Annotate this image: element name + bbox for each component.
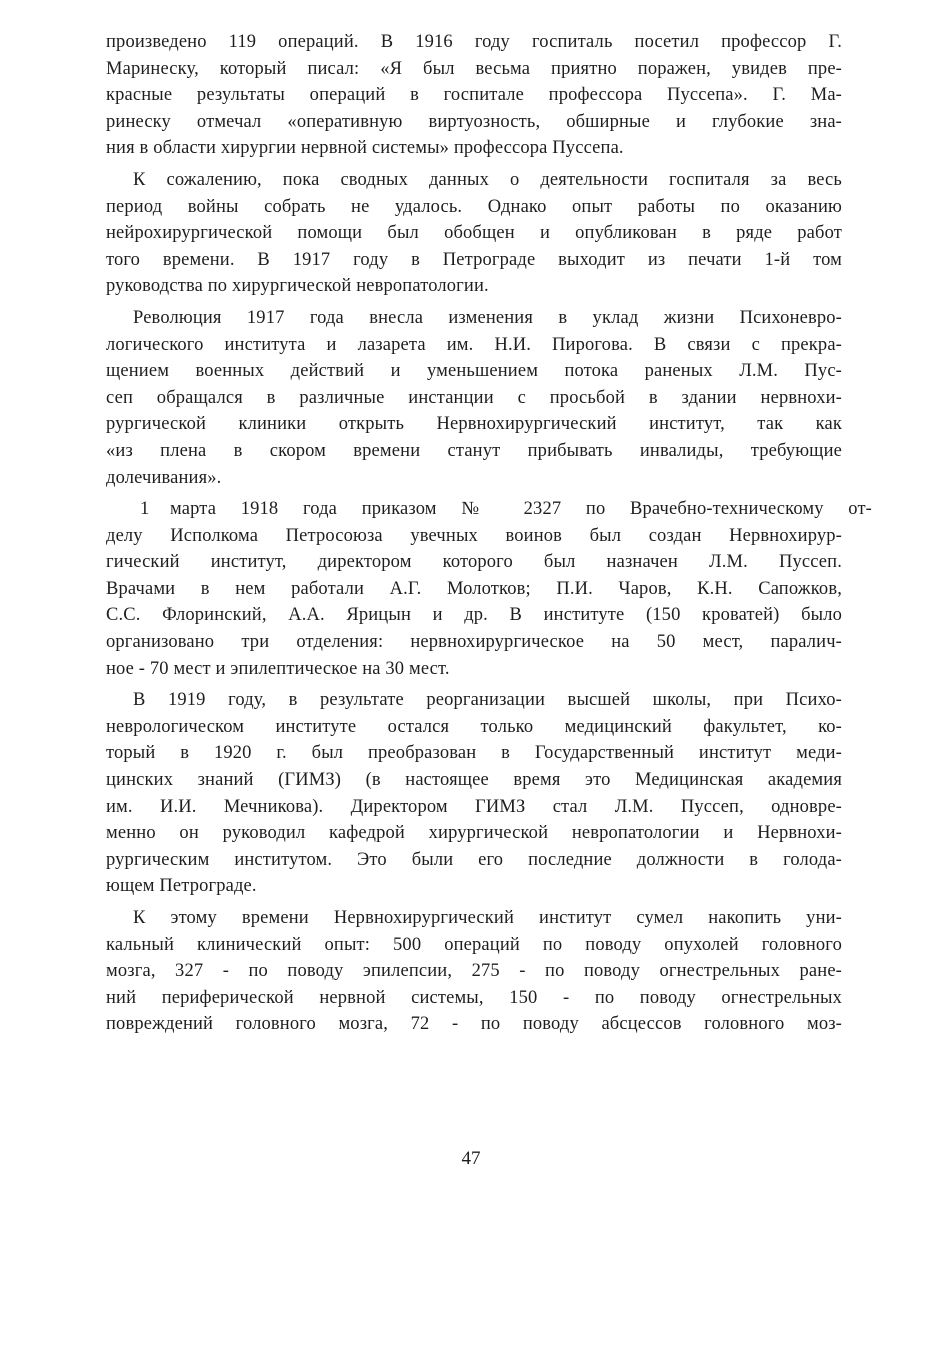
text-line: ния в области хирургии нервной системы» профессора Пуссепа. [106, 138, 624, 159]
text-line: ринеску отмечал «оперативную виртуозность, обширные и глубокие зна- [106, 111, 842, 132]
text-line: рургическим институтом. Это были его последние должности в голода- [106, 849, 842, 870]
text-line-rest: марта 1918 года приказом № 2327 по Врачебно-техническому от- [170, 499, 872, 520]
text-line: С.С. Флоринский, А.А. Ярицын и др. В институте (150 кроватей) было [106, 605, 842, 626]
list-number: 1 [140, 499, 150, 520]
text-line: логического института и лазарета им. Н.И. Пирогова. В связи с прекра- [106, 334, 842, 355]
text-line: неврологическом институте остался только медицинский факультет, ко- [106, 716, 842, 737]
text-line: ющем Петрограде. [106, 876, 257, 897]
text-line: торый в 1920 г. был преобразован в Государственный институт меди- [106, 743, 842, 764]
paragraph-4 [106, 496, 872, 682]
text-line: повреждений головного мозга, 72 - по поводу абсцессов головного моз- [106, 1014, 842, 1035]
body-text [106, 29, 872, 1043]
text-line: гический институт, директором которого был назначен Л.М. Пуссеп. [106, 552, 842, 573]
paragraph-1 [106, 29, 842, 162]
text-line: Врачами в нем работали А.Г. Молотков; П.И. Чаров, К.Н. Сапожков, [106, 578, 842, 599]
text-line: ное - 70 мест и эпилептическое на 30 мест. [106, 658, 450, 679]
text-line [106, 496, 872, 523]
text-line: рургической клиники открыть Нервнохирургический институт, так как [106, 414, 842, 435]
paragraph-2 [106, 167, 842, 300]
text-line: В 1919 году, в результате реорганизации высшей школы, при Психо- [133, 690, 842, 711]
text-line: того времени. В 1917 году в Петрограде выходит из печати 1-й том [106, 249, 842, 270]
text-line: нейрохирургической помощи был обобщен и опубликован в ряде работ [106, 223, 842, 244]
text-line: организовано три отделения: нервнохирургическое на 50 мест, паралич- [106, 632, 842, 653]
text-line: долечивания». [106, 467, 222, 488]
text-line: сеп обращался в различные инстанции с просьбой в здании нервнохи- [106, 387, 842, 408]
page-number: 47 [461, 1148, 481, 1169]
text-line: Революция 1917 года внесла изменения в уклад жизни Психоневро- [133, 307, 842, 328]
text-line: мозга, 327 - по поводу эпилепсии, 275 - по поводу огнестрельных ране- [106, 961, 842, 982]
text-line: произведено 119 операций. В 1916 году госпиталь посетил профессор Г. [106, 32, 842, 52]
text-line: Маринеску, который писал: «Я был весьма приятно поражен, увидев пре- [106, 58, 842, 79]
text-line: К сожалению, пока сводных данных о деятельности госпиталя за весь [133, 169, 842, 190]
text-line: красные результаты операций в госпитале профессора Пуссепа». Г. Ма- [106, 85, 842, 106]
paragraph-6 [106, 905, 842, 1038]
paragraph-5 [106, 687, 842, 900]
text-line: К этому времени Нервнохирургический институт сумел накопить уни- [133, 908, 842, 928]
text-line: кальный клинический опыт: 500 операций по поводу опухолей головного [106, 934, 842, 955]
text-line: период войны собрать не удалось. Однако опыт работы по оказанию [106, 196, 842, 217]
text-line: делу Исполкома Петросоюза увечных воинов был создан Нервнохирур- [106, 525, 842, 546]
text-line: менно он руководил кафедрой хирургической невропатологии и Нервнохи- [106, 823, 842, 844]
text-line: руководства по хирургической невропатологии. [106, 276, 489, 297]
text-line: им. И.И. Мечникова). Директором ГИМЗ стал Л.М. Пуссеп, одновре- [106, 796, 842, 817]
paragraph-3 [106, 305, 842, 491]
text-line: ний периферической нервной системы, 150 - по поводу огнестрельных [106, 987, 842, 1008]
text-line: цинских знаний (ГИМЗ) (в настоящее время это Медицинская академия [106, 770, 842, 791]
text-line: «из плена в скором времени станут прибывать инвалиды, требующие [106, 440, 842, 461]
text-line: щением военных действий и уменьшением потока раненых Л.М. Пус- [106, 361, 842, 382]
